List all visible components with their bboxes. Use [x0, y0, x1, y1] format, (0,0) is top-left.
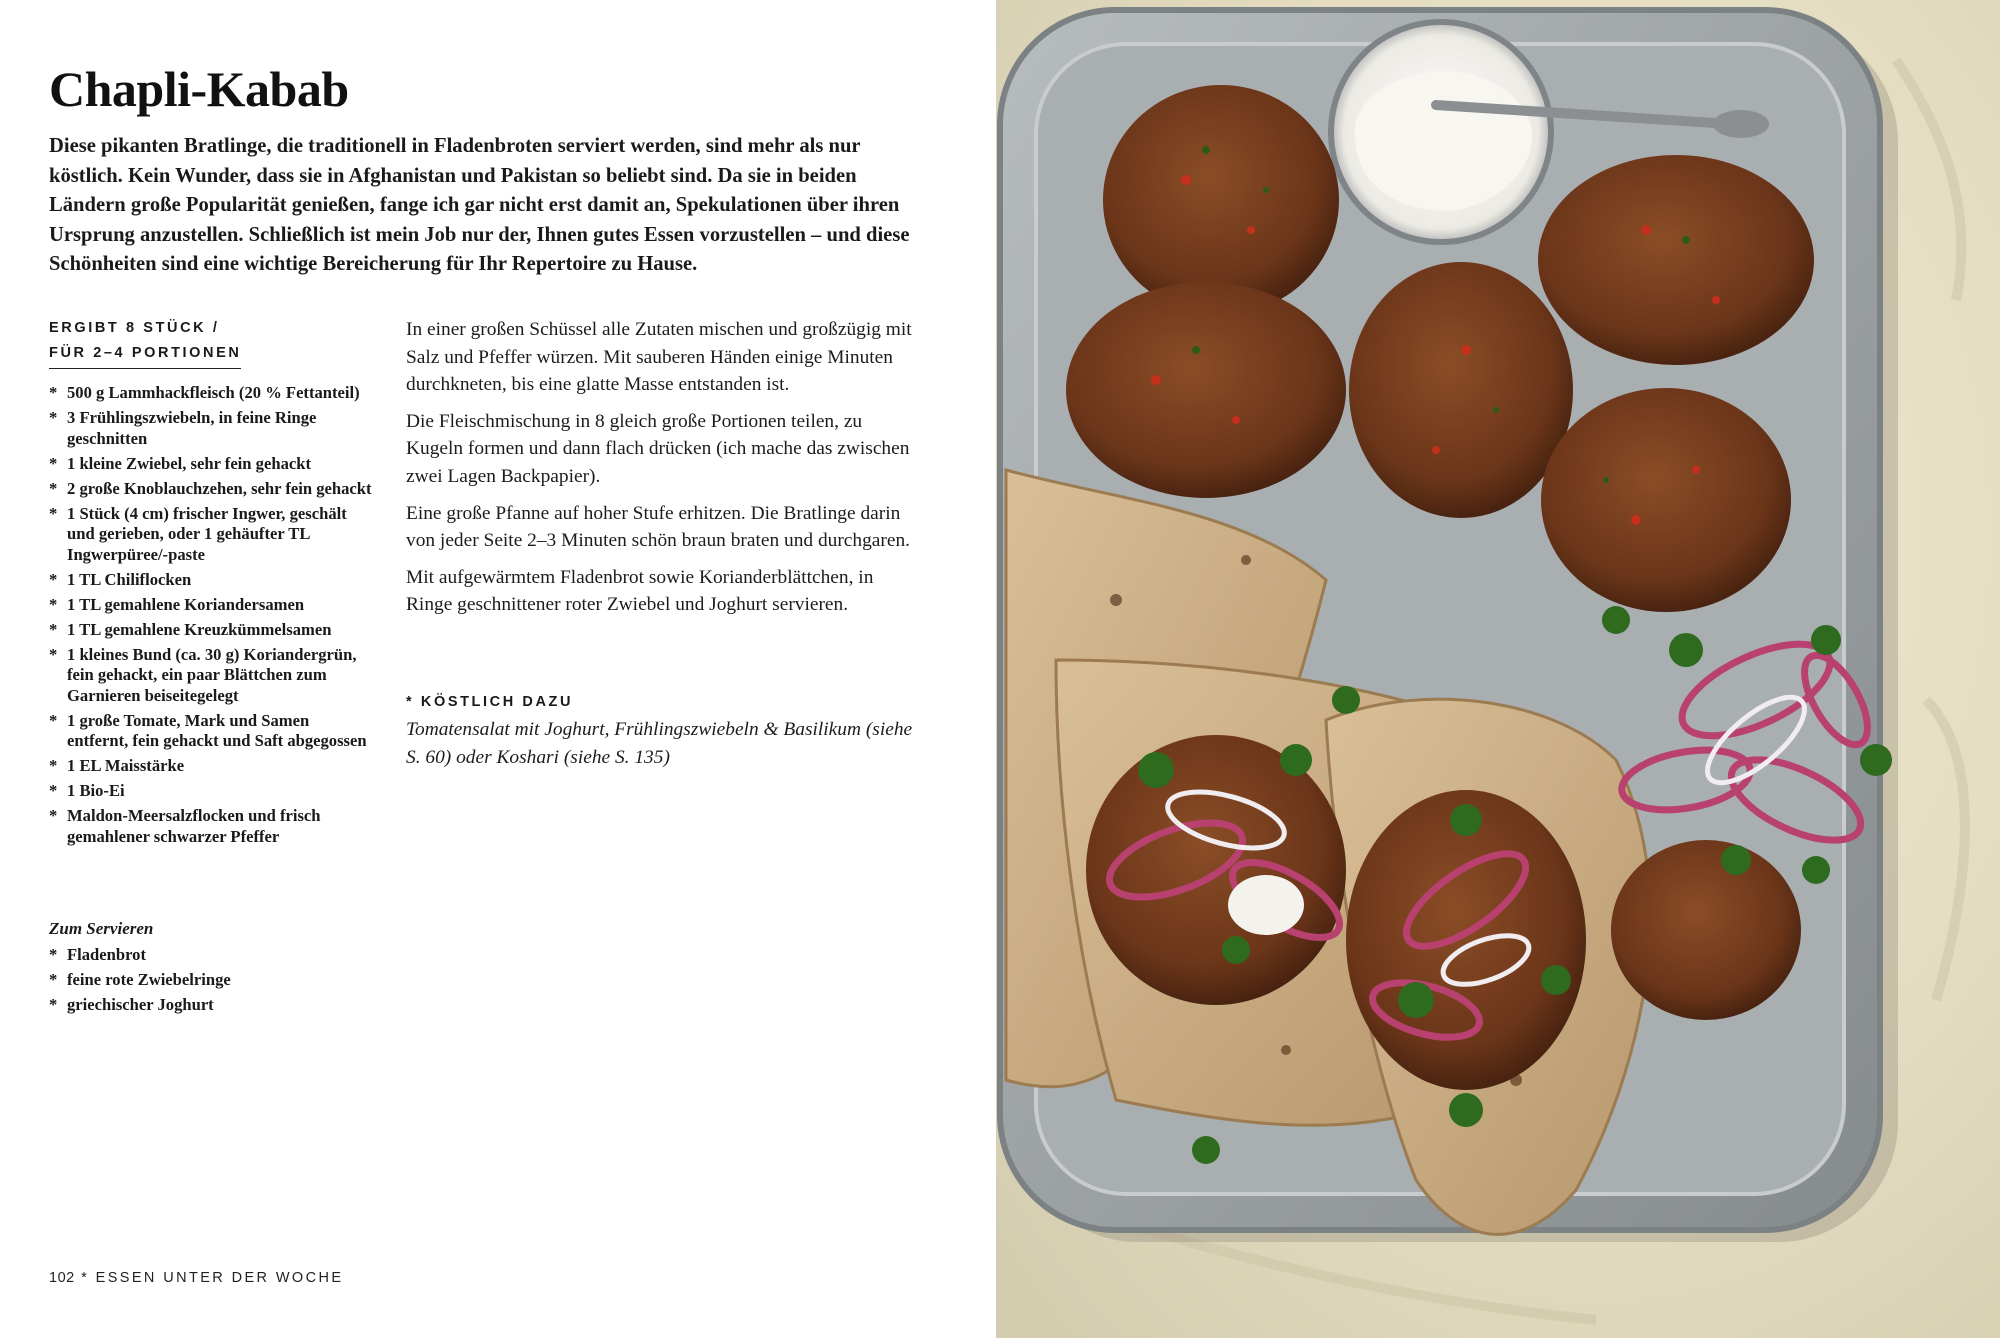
ingredient-text: 3 Frühlingszwiebeln, in feine Ringe geschnitten	[67, 408, 317, 448]
photo-illustration	[996, 0, 2000, 1338]
ingredient-item	[49, 479, 374, 500]
page-number: 102	[49, 1270, 75, 1286]
serving-item	[49, 945, 231, 966]
bullet-star: *	[49, 806, 58, 825]
ingredient-item	[49, 781, 374, 802]
bullet-star: *	[49, 453, 58, 473]
footer-separator: *	[81, 1270, 90, 1286]
serving-text: Fladenbrot	[67, 945, 146, 964]
bullet-star: *	[49, 710, 58, 730]
ingredient-text: 1 große Tomate, Mark und Samen entfernt, fein gehackt und Saft abgegossen	[67, 710, 367, 750]
patty-3	[1349, 262, 1573, 518]
method-step: Eine große Pfanne auf hoher Stufe erhitzen. Die Bratlinge darin von jeder Seite 2–3 Minuten schön braun braten und durchgaren.	[406, 502, 911, 552]
food-photo	[996, 0, 2000, 1338]
method-step: Mit aufgewärmtem Fladenbrot sowie Korianderblättchen, in Ringe geschnittener roter Zwiebel und Joghurt servieren.	[406, 566, 874, 616]
ingredient-text: 1 TL gemahlene Koriandersamen	[67, 594, 305, 614]
bullet-star: *	[49, 383, 58, 402]
ingredient-item	[49, 383, 374, 404]
bullet-star: *	[49, 594, 58, 614]
ingredient-text: 1 TL gemahlene Kreuzkümmelsamen	[67, 619, 332, 639]
ingredient-item	[49, 504, 374, 566]
method-steps	[406, 316, 916, 628]
ingredient-text: 1 TL Chiliflocken	[67, 569, 192, 589]
ingredient-item	[49, 711, 374, 752]
patty-5	[1541, 388, 1791, 612]
ingredient-item	[49, 806, 374, 847]
ingredient-item	[49, 454, 374, 475]
ingredient-text: 1 Stück (4 cm) frischer Ingwer, geschält und gerieben, oder 1 gehäufter TL Ingwerpüree/-paste	[67, 503, 347, 564]
serving-heading: Zum Servieren	[49, 919, 154, 938]
ingredient-item	[49, 645, 374, 707]
bullet-star: *	[49, 569, 58, 589]
serving-text: feine rote Zwiebelringe	[67, 970, 231, 989]
bullet-star: *	[49, 756, 58, 775]
ingredient-item	[49, 408, 374, 449]
bullet-star: *	[49, 408, 58, 427]
ingredient-item	[49, 595, 374, 616]
ingredient-text: 2 große Knoblauchzehen, sehr fein gehackt	[67, 478, 372, 498]
page-footer	[49, 1270, 343, 1286]
patty-under-salad	[1611, 840, 1801, 1020]
yogurt-dollop	[1228, 875, 1304, 935]
spoon-end	[1713, 110, 1769, 138]
ingredient-text: Maldon-Meersalzflocken und frisch gemahlener schwarzer Pfeffer	[67, 806, 321, 846]
bullet-star: *	[49, 945, 58, 964]
method-step: In einer großen Schüssel alle Zutaten mischen und großzügig mit Salz und Pfeffer würzen. Mit sauberen Händen einige Minuten durchkneten, bis eine glatte Masse entstanden ist.	[406, 319, 912, 396]
bullet-star: *	[49, 478, 58, 498]
tip-text: Tomatensalat mit Joghurt, Frühlingszwiebeln & Basilikum (siehe S. 60) oder Koshari (siehe S. 135)	[406, 719, 913, 768]
serving-text: griechischer Joghurt	[67, 995, 214, 1014]
ingredient-item	[49, 570, 374, 591]
serving-item	[49, 970, 231, 991]
ingredient-text: 500 g Lammhackfleisch (20 % Fettanteil)	[67, 383, 360, 402]
method-step: Die Fleischmischung in 8 gleich große Portionen teilen, zu Kugeln formen und dann flach drücken (ich mache das zwischen zwei Lagen Backpapier).	[406, 410, 910, 487]
yield-info	[49, 316, 241, 369]
patty-4	[1538, 155, 1814, 365]
yield-line-1: ERGIBT 8 STÜCK /	[49, 320, 220, 336]
bullet-star: *	[49, 619, 58, 639]
section-name: ESSEN UNTER DER WOCHE	[95, 1270, 344, 1286]
serving-item	[49, 995, 231, 1016]
recipe-page	[0, 0, 996, 1338]
bullet-star: *	[49, 781, 58, 800]
recipe-title: Chapli-Kabab	[49, 61, 349, 117]
ingredient-item	[49, 620, 374, 641]
patty-2	[1066, 282, 1346, 498]
bullet-star: *	[49, 644, 58, 664]
bullet-star: *	[49, 503, 58, 523]
serving-list	[49, 945, 231, 1020]
yield-line-2: FÜR 2–4 PORTIONEN	[49, 341, 241, 369]
bullet-star: *	[49, 995, 58, 1014]
recipe-intro: Diese pikanten Bratlinge, die traditionell in Fladenbroten serviert werden, sind mehr als nur köstlich. Kein Wunder, dass sie in Afghanistan und Pakistan so beliebt sind. Da sie in beiden Ländern große Popularität genießen, fange ich gar nicht erst damit an, Spekulationen über ihren Ursprung anzustellen. Schließlich ist mein Job nur der, Ihnen gutes Essen vorzustellen – und diese Schönheiten sind eine wichtige Bereicherung für Ihr Repertoire zu Hause.	[49, 135, 910, 275]
ingredient-text: 1 EL Maisstärke	[67, 756, 185, 775]
patty-1	[1103, 85, 1339, 315]
ingredient-text: 1 kleines Bund (ca. 30 g) Koriandergrün, fein gehackt, ein paar Blättchen zum Garnieren beiseitegelegt	[67, 644, 357, 705]
tip-heading: * KÖSTLICH DAZU	[406, 694, 574, 710]
bullet-star: *	[49, 970, 58, 989]
ingredient-text: 1 Bio-Ei	[67, 781, 125, 800]
ingredient-item	[49, 756, 374, 777]
ingredient-list	[49, 383, 374, 852]
ingredient-text: 1 kleine Zwiebel, sehr fein gehackt	[67, 453, 311, 473]
